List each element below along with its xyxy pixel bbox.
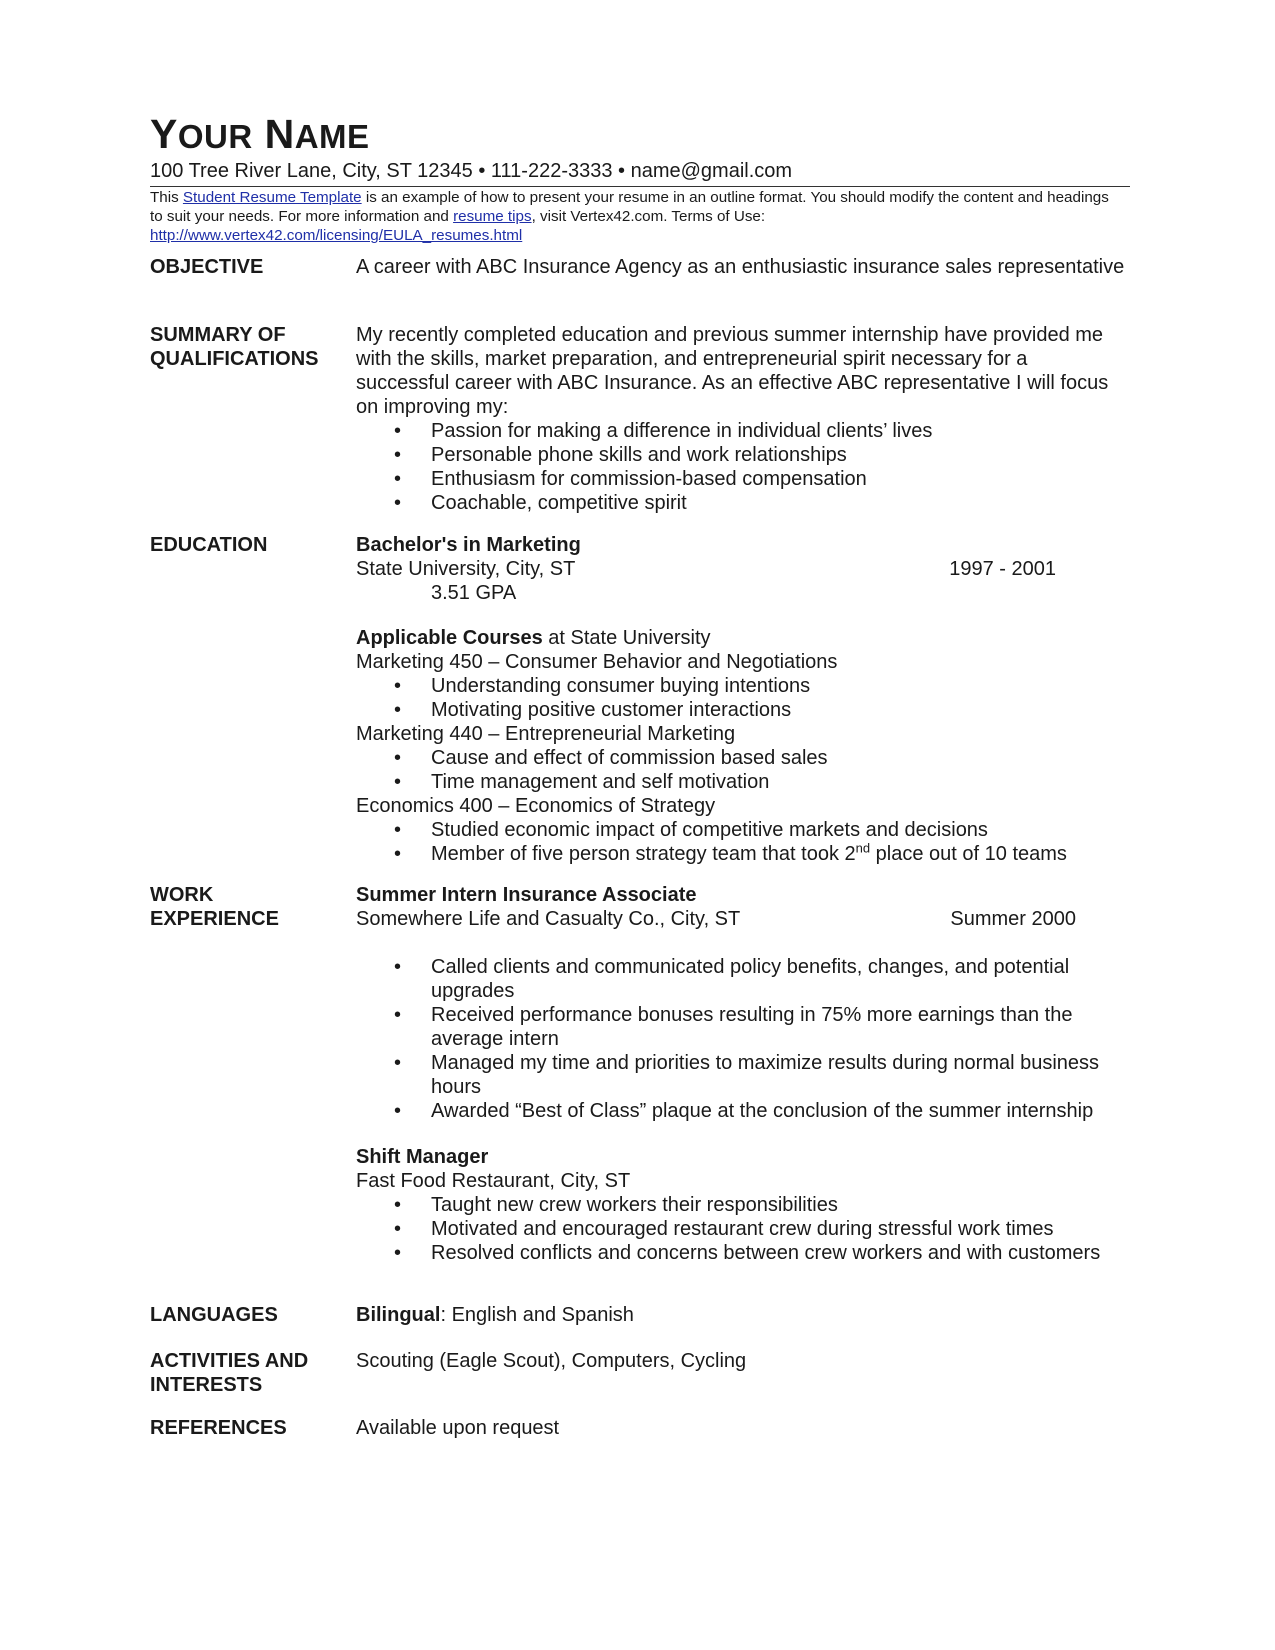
objective-text: A career with ABC Insurance Agency as an enthusiastic insurance sales representative: [356, 256, 1125, 278]
work-body: [356, 883, 1126, 1265]
list-item: [356, 419, 1126, 443]
job-title: Summer Intern Insurance Associate: [356, 884, 697, 906]
list-item: [356, 443, 1126, 467]
languages-bold: Bilingual: [356, 1304, 441, 1326]
bullet-text: Taught new crew workers their responsibilities: [431, 1194, 838, 1216]
bullet-text: Resolved conflicts and concerns between crew workers and with customers: [431, 1242, 1101, 1264]
languages-text: [356, 1303, 1126, 1327]
bullet-text: Personable phone skills and work relationships: [431, 444, 847, 466]
bullet-icon: •: [394, 771, 402, 793]
languages-heading: LANGUAGES: [150, 1304, 278, 1326]
school: State University, City, ST: [356, 558, 576, 580]
job-title: Shift Manager: [356, 1146, 489, 1168]
course-bullet-list: [356, 818, 1126, 866]
ordinal-suffix: nd: [855, 840, 871, 856]
note-text: , visit Vertex42.com. Terms of Use:: [531, 208, 766, 225]
heading-line: ACTIVITIES AND: [150, 1350, 309, 1372]
bullet-icon: •: [394, 1004, 402, 1026]
education-heading: EDUCATION: [150, 534, 268, 556]
education-body: [356, 533, 1126, 866]
bullet-icon: •: [394, 956, 402, 978]
bullet-icon: •: [394, 492, 402, 514]
bullet-text: Time management and self motivation: [431, 771, 770, 793]
bullet-icon: •: [394, 1194, 402, 1216]
bullet-icon: •: [394, 843, 402, 865]
bullet-icon: •: [394, 819, 402, 841]
references-text: Available upon request: [356, 1417, 560, 1439]
bullet-icon: •: [394, 675, 402, 697]
list-item: [356, 698, 1126, 722]
list-item: [356, 674, 1126, 698]
bullet-icon: •: [394, 1052, 402, 1074]
languages-rest: : English and Spanish: [440, 1304, 634, 1326]
list-item: [356, 1051, 1126, 1099]
note-text: This: [150, 189, 183, 206]
job-company: Somewhere Life and Casualty Co., City, ST: [356, 908, 741, 930]
course: Marketing 450 – Consumer Behavior and Negotiations: [356, 651, 838, 673]
bullet-text: Received performance bonuses resulting in 75% more earnings than the average intern: [431, 1004, 1073, 1050]
course-bullet-list: [356, 674, 1126, 722]
list-item: [356, 1099, 1126, 1123]
job-bullet-list: [356, 955, 1126, 1123]
job-date: Summer 2000: [950, 908, 1076, 930]
summary-body: [356, 323, 1126, 515]
template-note: [150, 188, 1110, 245]
list-item: [356, 770, 1126, 794]
school-line: [356, 557, 1126, 581]
bullet-text: Cause and effect of commission based sales: [431, 747, 828, 769]
list-item: [356, 818, 1126, 842]
course-bullet-list: [356, 746, 1126, 794]
bullet-text: place out of 10 teams: [870, 843, 1067, 865]
heading-line: SUMMARY OF: [150, 324, 286, 346]
course: Economics 400 – Economics of Strategy: [356, 795, 716, 817]
activities-heading: [150, 1349, 350, 1397]
courses-bold: Applicable Courses: [356, 627, 543, 649]
bullet-icon: •: [394, 1242, 402, 1264]
name-rest: AME: [294, 118, 370, 155]
courses-title: [356, 626, 1126, 650]
job-company-line: [356, 907, 1126, 931]
list-item: [356, 1003, 1126, 1051]
bullet-text: Understanding consumer buying intentions: [431, 675, 811, 697]
name-rest: OUR: [177, 118, 253, 155]
bullet-text: Awarded “Best of Class” plaque at the conclusion of the summer internship: [431, 1100, 1094, 1122]
bullet-text: Passion for making a difference in individual clients’ lives: [431, 420, 933, 442]
bullet-text: Motivating positive customer interactions: [431, 699, 792, 721]
list-item: [356, 1241, 1126, 1265]
resume-tips-link[interactable]: resume tips: [453, 208, 532, 225]
bullet-text: Member of five person strategy team that took 2: [431, 843, 856, 865]
heading-line: INTERESTS: [150, 1374, 263, 1396]
list-item: [356, 1217, 1126, 1241]
name-initial: Y: [150, 111, 178, 157]
name-initial: N: [264, 111, 295, 157]
list-item: [356, 467, 1126, 491]
course: Marketing 440 – Entrepreneurial Marketing: [356, 723, 736, 745]
heading-line: WORK: [150, 884, 214, 906]
student-resume-template-link[interactable]: Student Resume Template: [182, 189, 362, 206]
activities-text: Scouting (Eagle Scout), Computers, Cycling: [356, 1350, 747, 1372]
list-item: [356, 955, 1126, 1003]
contact-line: 100 Tree River Lane, City, ST 12345 • 111-222-3333 • name@gmail.com: [150, 160, 793, 182]
degree: Bachelor's in Marketing: [356, 534, 581, 556]
resume-name: [150, 111, 370, 157]
bullet-text: Managed my time and priorities to maximize results during normal business hours: [431, 1052, 1100, 1098]
job-company: Fast Food Restaurant, City, ST: [356, 1170, 631, 1192]
gpa: 3.51 GPA: [431, 582, 517, 604]
note-text: is an example of how to present your resume in an outline format. You should modify the content and headings to suit your needs. For more information and: [150, 189, 1109, 225]
header-divider: [150, 186, 1130, 187]
heading-line: EXPERIENCE: [150, 908, 279, 930]
bullet-text: Motivated and encouraged restaurant crew during stressful work times: [431, 1218, 1054, 1240]
objective-heading: OBJECTIVE: [150, 256, 264, 278]
education-years: 1997 - 2001: [949, 558, 1056, 580]
bullet-icon: •: [394, 699, 402, 721]
list-item: [356, 842, 1126, 866]
bullet-text: Studied economic impact of competitive markets and decisions: [431, 819, 988, 841]
bullet-icon: •: [394, 747, 402, 769]
job-bullet-list: [356, 1193, 1126, 1265]
courses-rest: at State University: [542, 627, 711, 649]
summary-text: My recently completed education and previous summer internship have provided me with the skills, market preparation, and entrepreneurial spirit necessary for a successful career with ABC Insurance. As an effective ABC representative I will focus on improving my:: [356, 324, 1109, 418]
bullet-icon: •: [394, 420, 402, 442]
eula-link[interactable]: http://www.vertex42.com/licensing/EULA_resumes.html: [150, 227, 523, 244]
summary-heading: [150, 323, 350, 371]
work-heading: [150, 883, 350, 931]
bullet-icon: •: [394, 468, 402, 490]
bullet-icon: •: [394, 1218, 402, 1240]
list-item: [356, 1193, 1126, 1217]
bullet-icon: •: [394, 1100, 402, 1122]
bullet-text: Coachable, competitive spirit: [431, 492, 687, 514]
heading-line: QUALIFICATIONS: [150, 348, 319, 370]
list-item: [356, 746, 1126, 770]
summary-bullet-list: [356, 419, 1126, 515]
list-item: [356, 491, 1126, 515]
bullet-text: Enthusiasm for commission-based compensation: [431, 468, 867, 490]
bullet-icon: •: [394, 444, 402, 466]
bullet-text: Called clients and communicated policy benefits, changes, and potential upgrades: [431, 956, 1070, 1002]
references-heading: REFERENCES: [150, 1417, 287, 1439]
